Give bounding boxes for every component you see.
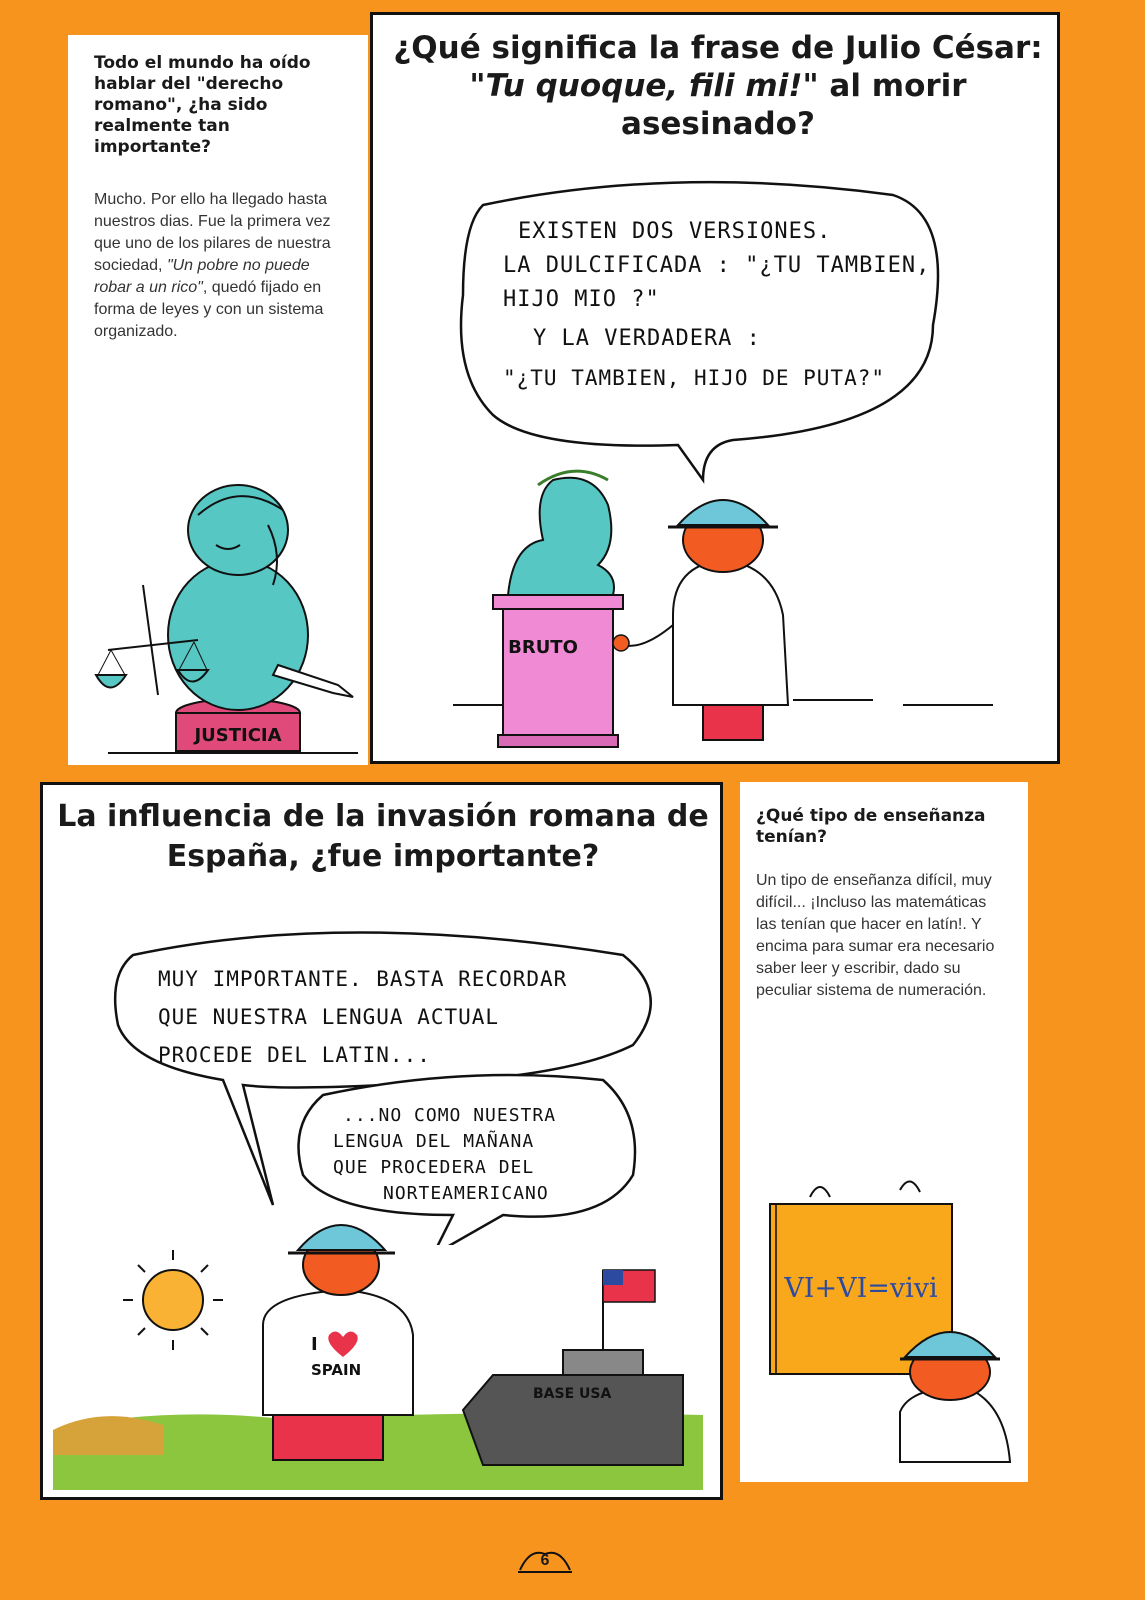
invasion-speech1-text	[158, 960, 638, 1074]
education-question: ¿Qué tipo de enseñanza tenían?	[756, 806, 986, 847]
shirt-i-text: I	[311, 1334, 318, 1355]
speech-line: MUY IMPORTANTE. BASTA RECORDAR	[158, 967, 568, 991]
sun-icon	[143, 1270, 203, 1330]
page-number-text: 6	[540, 1552, 550, 1569]
speech-line: PROCEDE DEL LATIN...	[158, 1043, 431, 1067]
spain-scene-illustration	[43, 1215, 726, 1495]
speech-line: EXISTEN DOS VERSIONES.	[518, 219, 832, 244]
speech-line: HIJO MIO ?"	[503, 287, 660, 312]
panel-roman-law	[68, 35, 368, 765]
numerals-board-illustration	[740, 1162, 1028, 1482]
panel-julius-caesar	[370, 12, 1060, 764]
speech-line: LENGUA DEL MAÑANA	[333, 1131, 535, 1152]
roman-law-answer	[94, 189, 346, 343]
speech-line: Y LA VERDADERA :	[533, 326, 761, 351]
roman-law-question: Todo el mundo ha oído hablar del "derecho romano", ¿ha sido realmente tan importante?	[94, 53, 311, 157]
invasion-speech2-text	[333, 1103, 633, 1207]
speech-line: QUE PROCEDERA DEL	[333, 1157, 535, 1178]
panel-roman-invasion	[40, 782, 723, 1500]
numerals-board-text: VI+VI=vivi	[784, 1273, 938, 1304]
speech-line: NORTEAMERICANO	[383, 1183, 549, 1204]
caesar-title	[393, 29, 1043, 143]
bruto-bust-illustration	[373, 455, 1063, 755]
caesar-title-start: ¿Qué significa la frase de Julio César:	[393, 30, 1043, 66]
answer-text-end: , quedó fijado en forma de leyes y con un sistema organizado.	[94, 279, 324, 340]
bruto-label: BRUTO	[508, 637, 578, 658]
justicia-label: JUSTICIA	[194, 725, 282, 746]
shirt-spain-text: SPAIN	[311, 1361, 362, 1379]
base-usa-label: BASE USA	[533, 1386, 612, 1402]
answer-quote: "Un pobre no puede robar a un rico"	[94, 257, 310, 296]
caesar-title-quote: "Tu quoque, fili mi!"	[469, 68, 819, 104]
speech-line: LA DULCIFICADA : "¿TU TAMBIEN,	[503, 253, 931, 278]
caesar-title-end: al morir asesinado?	[621, 68, 967, 142]
education-answer: Un tipo de enseñanza difícil, muy difícil... ¡Incluso las matemáticas las tenían que hacer en latín!. Y encima para sumar era necesario saber leer y escribir, dado su peculiar sistema de numeración.	[756, 872, 995, 999]
panel-roman-education	[740, 782, 1028, 1482]
justice-statue-illustration	[68, 435, 368, 765]
speech-line: ...NO COMO NUESTRA	[343, 1105, 557, 1126]
invasion-title: La influencia de la invasión romana de España, ¿fue importante?	[57, 799, 709, 874]
answer-text-start: Mucho. Por ello ha llegado hasta nuestros dias. Fue la primera vez que uno de los pilares de nuestra sociedad,	[94, 191, 331, 274]
caesar-speech-text	[503, 215, 963, 395]
page-number	[510, 1540, 580, 1580]
speech-line: "¿TU TAMBIEN, HIJO DE PUTA?"	[503, 366, 886, 390]
speech-line: QUE NUESTRA LENGUA ACTUAL	[158, 1005, 500, 1029]
